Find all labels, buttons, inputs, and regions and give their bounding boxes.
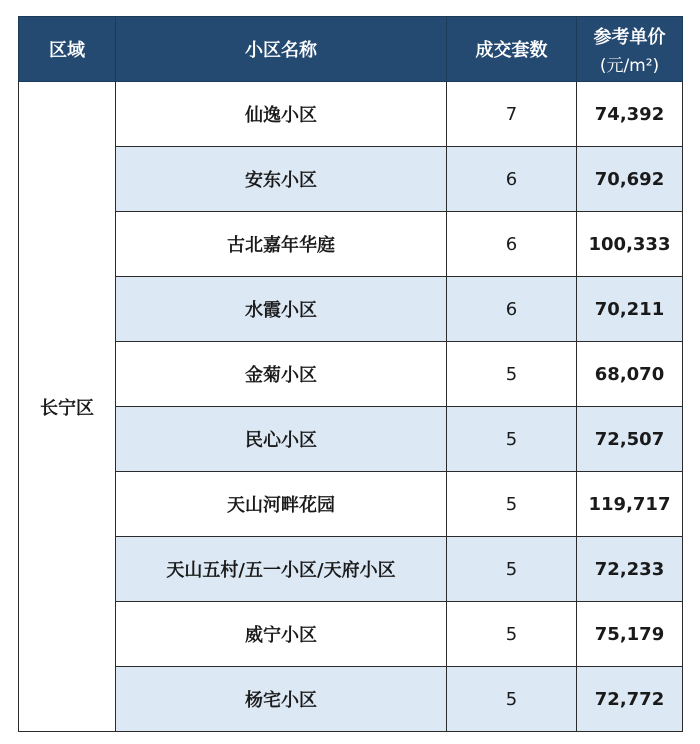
community-cell: 杨宅小区	[116, 667, 447, 732]
header-community: 小区名称	[116, 17, 447, 82]
table-row	[19, 212, 683, 277]
price-cell: 68,070	[577, 342, 683, 407]
community-cell: 威宁小区	[116, 602, 447, 667]
deals-cell: 5	[447, 667, 577, 732]
community-cell: 仙逸小区	[116, 82, 447, 147]
deals-cell: 5	[447, 342, 577, 407]
table-row	[19, 602, 683, 667]
community-cell: 古北嘉年华庭	[116, 212, 447, 277]
community-cell: 水霞小区	[116, 277, 447, 342]
header-price-label: 参考单价	[593, 26, 666, 48]
header-deals: 成交套数	[447, 17, 577, 82]
deals-cell: 6	[447, 212, 577, 277]
price-cell: 70,692	[577, 147, 683, 212]
community-cell: 安东小区	[116, 147, 447, 212]
community-cell: 金菊小区	[116, 342, 447, 407]
price-cell: 119,717	[577, 472, 683, 537]
header-price-unit: (元/m²)	[599, 55, 660, 76]
deals-cell: 5	[447, 407, 577, 472]
table-header-row	[19, 17, 683, 82]
header-price	[577, 17, 683, 82]
deals-cell: 5	[447, 537, 577, 602]
community-cell: 天山五村/五一小区/天府小区	[116, 537, 447, 602]
table-row	[19, 667, 683, 732]
deals-cell: 6	[447, 277, 577, 342]
district-cell: 长宁区	[19, 82, 116, 732]
price-cell: 74,392	[577, 82, 683, 147]
community-cell: 民心小区	[116, 407, 447, 472]
table-row	[19, 342, 683, 407]
deals-cell: 5	[447, 472, 577, 537]
table-row	[19, 277, 683, 342]
table-row	[19, 537, 683, 602]
transaction-table	[18, 16, 683, 732]
table-row	[19, 147, 683, 212]
price-cell: 75,179	[577, 602, 683, 667]
price-cell: 70,211	[577, 277, 683, 342]
table-row	[19, 407, 683, 472]
table-row	[19, 472, 683, 537]
price-cell: 72,233	[577, 537, 683, 602]
header-district: 区域	[19, 17, 116, 82]
deals-cell: 5	[447, 602, 577, 667]
deals-cell: 7	[447, 82, 577, 147]
price-cell: 72,507	[577, 407, 683, 472]
deals-cell: 6	[447, 147, 577, 212]
price-cell: 72,772	[577, 667, 683, 732]
price-cell: 100,333	[577, 212, 683, 277]
community-cell: 天山河畔花园	[116, 472, 447, 537]
table-row	[19, 82, 683, 147]
